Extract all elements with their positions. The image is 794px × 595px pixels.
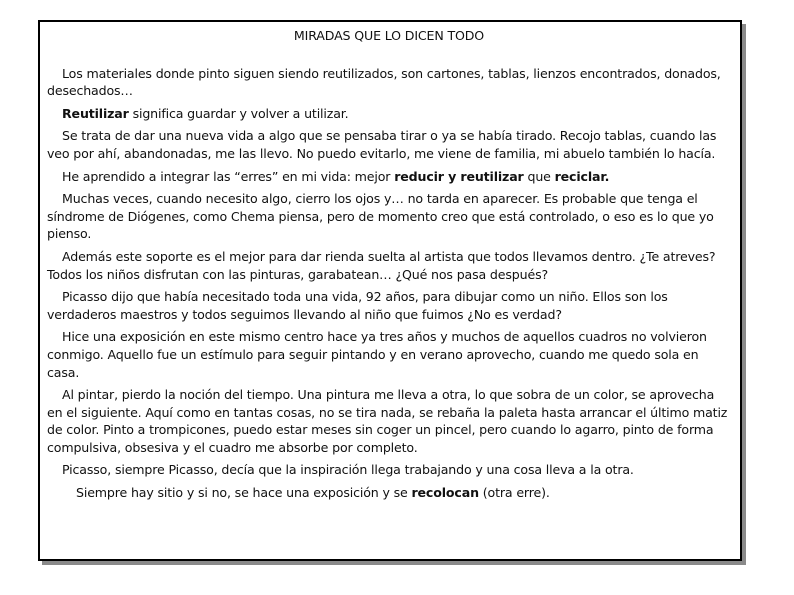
paragraph-2-text: significa guardar y volver a utilizar.: [128, 105, 349, 121]
document-title: MIRADAS QUE LO DICEN TODO: [293, 28, 485, 43]
paragraph-9: Al pintar, pierdo la noción del tiempo. Una pintura me lleva a otra, lo que sobra de un color, se aprovecha en el siguiente. Aquí como en tantas cosas, no se tira nada, se rebaña la paleta hasta arrancar el último matiz de color. Pinto a trompicones, puedo estar meses sin coger un pincel, pero cuando lo agarro, pinto de forma compulsiva, obsesiva y el cuadro me absorbe por completo.: [47, 387, 728, 455]
paragraph-4-text: He aprendido a integrar las “erres” en mi vida: mejor: [62, 168, 395, 184]
emphasis-reducir-reutilizar: reducir y reutilizar: [394, 168, 524, 184]
paragraph-11-end: (otra erre).: [478, 485, 550, 501]
paragraph-4-que: que: [523, 168, 555, 184]
paragraph-8: Hice una exposición en este mismo centro hace ya tres años y muchos de aquellos cuadros no volvieron conmigo. Aquello fue un estímulo para seguir pintando y en verano aprovecho, cuando me quedo sola en casa.: [47, 329, 707, 380]
document-body: [47, 27, 731, 554]
paragraph-4: [47, 168, 731, 186]
paragraph-11: [47, 484, 731, 502]
paragraph-2: [47, 105, 731, 123]
paragraph-3: Se trata de dar una nueva vida a algo que se pensaba tirar o ya se había tirado. Recojo tablas, cuando las veo por ahí, abandonadas, me las llevo. No puedo evitarlo, me viene de familia, mi abuelo también lo hacía.: [47, 128, 717, 161]
emphasis-recolocan: recolocan: [411, 485, 479, 501]
paragraph-7: Picasso dijo que había necesitado toda una vida, 92 años, para dibujar como un niño. Ellos son los verdaderos maestros y todos seguimos llevando al niño que fuimos ¿No es verdad?: [47, 289, 668, 322]
paragraph-1: Los materiales donde pinto siguen siendo reutilizados, son cartones, tablas, lienzos encontrados, donados, desechados…: [47, 65, 721, 99]
paragraph-5: Muchas veces, cuando necesito algo, cierro los ojos y… no tarda en aparecer. Es probable que tenga el síndrome de Diógenes, como Chema piensa, pero de momento creo que está controlado, o eso es lo que yo pienso.: [47, 191, 714, 242]
emphasis-reutilizar: Reutilizar: [62, 105, 129, 121]
paragraph-11-text: Siempre hay sitio y si no, se hace una exposición y se: [76, 485, 412, 501]
paragraph-6: Además este soporte es el mejor para dar rienda suelta al artista que todos llevamos dentro. ¿Te atreves? Todos los niños disfrutan con las pinturas, garabatean… ¿Qué nos pasa después?: [47, 248, 716, 282]
paragraph-10: Picasso, siempre Picasso, decía que la inspiración llega trabajando y una cosa lleva a la otra.: [62, 462, 634, 478]
emphasis-reciclar: reciclar.: [554, 168, 610, 184]
document-frame: [38, 20, 742, 561]
